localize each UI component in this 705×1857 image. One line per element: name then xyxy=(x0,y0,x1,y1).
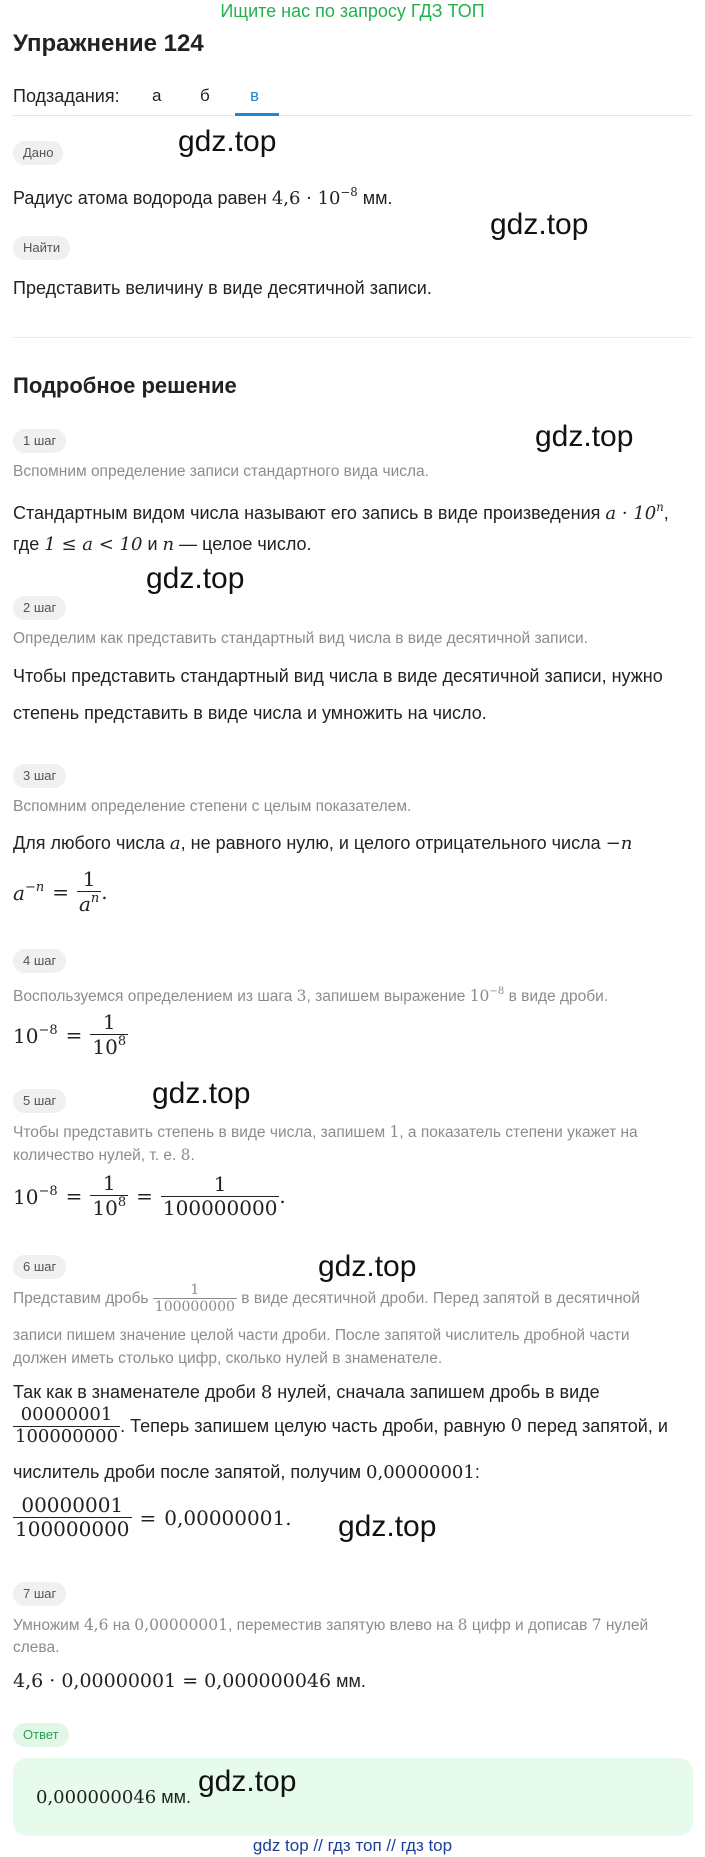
find-badge: Найти xyxy=(13,236,70,260)
tab-a[interactable]: а xyxy=(152,86,162,105)
watermark-7: gdz.top xyxy=(338,1510,437,1543)
step-6-hint-line2: записи пишем значение целой части дроби. После запятой числитель дробной части xyxy=(13,1327,630,1344)
active-tab-indicator xyxy=(235,113,279,116)
step-6-line1: Так как в знаменателе дроби 8 нулей, сначала запишем дробь в виде xyxy=(13,1382,600,1403)
watermark-4: gdz.top xyxy=(146,562,245,595)
step-1-line2: где 1 ≤ a < 10 и n — целое число. xyxy=(13,534,312,555)
tab-b[interactable]: б xyxy=(200,86,210,105)
step-5-formula: $10^{-8}$ = $\frac{1}{10^8}$ = $\frac{1}{100000000}$ . xyxy=(13,1171,286,1221)
step-1-badge: 1 шаг xyxy=(13,429,66,453)
step-6-hint-line3: должен иметь столько цифр, сколько нулей в знаменателе. xyxy=(13,1350,443,1367)
step-2-line1: Чтобы представить стандартный вид числа в виде десятичной записи, нужно xyxy=(13,666,663,686)
step-2-badge: 2 шаг xyxy=(13,596,66,620)
step-2-line2: степень представить в виде числа и умножить на число. xyxy=(13,703,487,723)
step-4-badge: 4 шаг xyxy=(13,949,66,973)
subtasks-label: Подзадания: xyxy=(13,86,120,106)
given-text: Радиус атома водорода равен $4,6 \cdot 10^{-8}$ мм. xyxy=(13,185,393,210)
step-3-hint: Вспомним определение степени с целым показателем. xyxy=(13,798,412,815)
step-7-hint-line2: слева. xyxy=(13,1639,60,1656)
step-5-hint-line2: количество нулей, т. е. 8. xyxy=(13,1146,195,1164)
answer-value: 0,000000046 мм. xyxy=(36,1787,192,1808)
step-5-badge: 5 шаг xyxy=(13,1089,66,1113)
watermark-5: gdz.top xyxy=(152,1077,251,1110)
step-1-hint: Вспомним определение записи стандартного вида числа. xyxy=(13,463,429,480)
given-badge: Дано xyxy=(13,141,63,165)
answer-badge: Ответ xyxy=(13,1723,69,1747)
promo-banner[interactable]: Ищите нас по запросу ГДЗ ТОП xyxy=(220,1,485,21)
step-6-badge: 6 шаг xyxy=(13,1255,66,1279)
tabs-divider xyxy=(13,115,693,116)
step-7-badge: 7 шаг xyxy=(13,1582,66,1606)
step-3-line1: Для любого числа a, не равного нулю, и целого отрицательного числа −n xyxy=(13,833,633,854)
step-6-line2: $\frac{00000001}{100000000}$ . Теперь запишем целую часть дроби, равную 0 перед запятой, и xyxy=(15,1404,668,1447)
step-3-formula: $a^{-n}$ = $\frac{1}{a^n}$ . xyxy=(13,867,108,917)
step-6-line3: числитель дроби после запятой, получим 0,00000001: xyxy=(13,1462,480,1483)
solution-heading: Подробное решение xyxy=(13,373,237,398)
tab-v[interactable]: в xyxy=(250,86,260,105)
footer-links[interactable]: gdz top // гдз топ // гдз top xyxy=(252,1836,453,1855)
page-title: Упражнение 124 xyxy=(13,30,204,57)
step-7-result: 4,6 · 0,00000001 = 0,000000046 мм. xyxy=(13,1670,366,1692)
section-divider xyxy=(13,337,693,338)
step-2-hint: Определим как представить стандартный вид числа в виде десятичной записи. xyxy=(13,630,588,647)
step-3-badge: 3 шаг xyxy=(13,764,66,788)
watermark-6: gdz.top xyxy=(318,1250,417,1283)
watermark-3: gdz.top xyxy=(535,420,634,453)
watermark-1: gdz.top xyxy=(178,125,277,158)
step-5-hint-line1: Чтобы представить степень в виде числа, запишем 1, а показатель степени укажет на xyxy=(13,1123,638,1141)
step-4-hint: Воспользуемся определением из шага 3, запишем выражение $10^{-8}$ в виде дроби. xyxy=(13,986,609,1006)
step-6-hint-line1: Представим дробь $\frac{1}{100000000}$ в виде десятичной дроби. Перед запятой в десятичной xyxy=(13,1282,640,1316)
watermark-8: gdz.top xyxy=(198,1765,297,1798)
step-4-formula: $10^{-8}$ = $\frac{1}{10^8}$ xyxy=(13,1010,127,1060)
step-7-hint-line1: Умножим 4,6 на 0,00000001, переместив запятую влево на 8 цифр и дописав 7 нулей xyxy=(13,1616,649,1634)
find-text: Представить величину в виде десятичной записи. xyxy=(13,278,432,298)
watermark-2: gdz.top xyxy=(490,208,589,241)
step-1-line1: Стандартным видом числа называют его запись в виде произведения $a \cdot 10^n$, xyxy=(13,500,669,525)
step-6-formula: $\frac{00000001}{100000000}$ = 0,00000001 . xyxy=(15,1493,292,1541)
